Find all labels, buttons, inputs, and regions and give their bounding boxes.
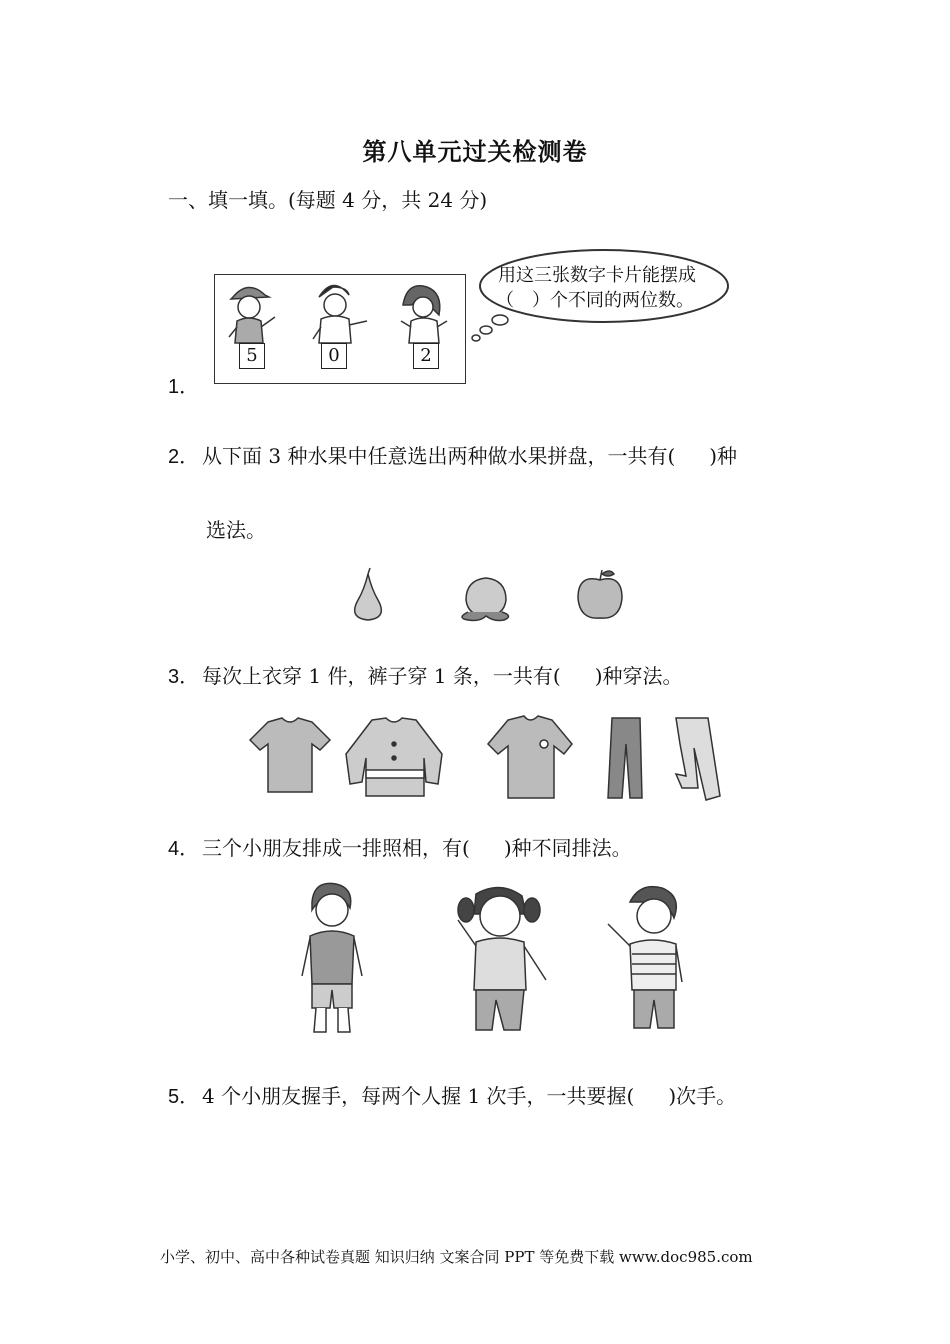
peach-icon xyxy=(462,578,509,621)
q1-kids-frame xyxy=(214,274,466,384)
tshirt-icon xyxy=(250,718,330,792)
bubble-paren-close: ）个不同的两位数。 xyxy=(532,290,694,311)
q5-text xyxy=(202,1080,736,1109)
number-card-0: 0 xyxy=(321,343,347,369)
q3-text-b: )种穿法。 xyxy=(594,664,683,688)
q3-number: 3． xyxy=(168,666,200,688)
shirt-icon xyxy=(488,716,572,798)
clothes-illustration xyxy=(246,714,742,804)
fruits-illustration xyxy=(344,568,634,624)
q1-number: 1． xyxy=(168,376,200,398)
q2-text-continued: 选法。 xyxy=(206,518,266,542)
q2-text-b: )种 xyxy=(709,444,738,468)
girl-icon xyxy=(458,887,546,1030)
q4-text xyxy=(202,832,632,861)
page-footer: 小学、初中、高中各种试卷真题 知识归纳 文案合同 PPT 等免费下载 www.doc985.com xyxy=(160,1248,753,1266)
q3-text xyxy=(202,660,683,689)
q2-text xyxy=(202,440,737,469)
apple-icon xyxy=(578,570,622,618)
q3-text-a: 每次上衣穿 1 件，裤子穿 1 条，一共有( xyxy=(202,664,561,688)
trousers-icon xyxy=(676,718,720,800)
q5-text-a: 4 个小朋友握手，每两个人握 1 次手，一共要握( xyxy=(202,1084,635,1108)
bubble-paren-open: （ xyxy=(496,290,514,311)
q5-number: 5． xyxy=(168,1086,200,1108)
q4-number: 4． xyxy=(168,838,200,860)
page-title: 第八单元过关检测卷 xyxy=(362,138,588,166)
children-illustration xyxy=(290,880,730,1044)
q2-text-a: 从下面 3 种水果中任意选出两种做水果拼盘，一共有( xyxy=(202,444,676,468)
number-card-2: 2 xyxy=(413,343,439,369)
q4-text-a: 三个小朋友排成一排照相，有( xyxy=(202,836,470,860)
jeans-icon xyxy=(608,718,642,798)
pear-icon xyxy=(355,568,382,620)
bubble-line-1: 用这三张数字卡片能摆成 xyxy=(498,265,696,286)
coat-icon xyxy=(346,718,442,796)
section-heading: 一、填一填。(每题 4 分，共 24 分) xyxy=(168,188,488,212)
q4-text-b: )种不同排法。 xyxy=(503,836,632,860)
boy-icon xyxy=(302,883,362,1032)
number-card-5: 5 xyxy=(239,343,265,369)
boy-striped-icon xyxy=(608,887,682,1028)
bubble-line-2 xyxy=(496,286,694,312)
q5-text-b: )次手。 xyxy=(668,1084,737,1108)
q2-number: 2． xyxy=(168,446,200,468)
